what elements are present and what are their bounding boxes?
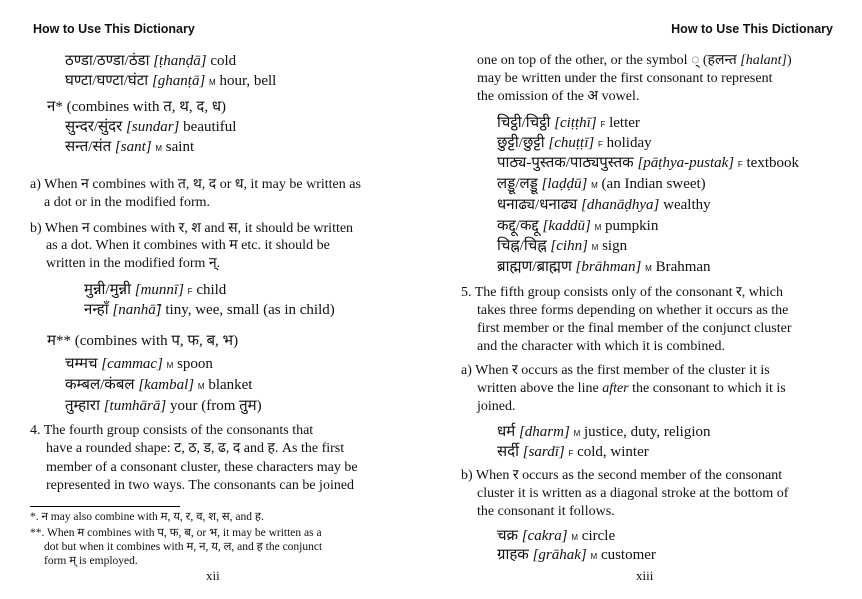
running-header: How to Use This Dictionary (33, 22, 195, 36)
footnote-rule (30, 506, 180, 507)
footnote: *. न may also combine with म, य, र, व, श, स, and ह. (30, 511, 264, 523)
example-line: धर्म [dharm] M justice, duty, religion (497, 424, 711, 440)
text-line: written in the modified form न्. (46, 256, 221, 271)
example-line: पाठ्य-पुस्तक/पाठ्यपुस्तक [pāṭhya-pustak] F textbook (497, 155, 800, 171)
right-page (431, 0, 862, 599)
subhead-line: म** (combines with प, फ, ब, भ) (47, 333, 239, 349)
example-line: कम्बल/कंबल [kambal] M blanket (65, 377, 253, 393)
example-line: धनाढ्य/धनाढ्य [dhanāḍhya] wealthy (497, 197, 711, 213)
example-line: सर्दी [sardī] F cold, winter (497, 444, 649, 460)
text-line: first member or the final member of the conjunct cluster (477, 321, 792, 336)
example-line: नन्हाँ [nanhā̃] tiny, wee, small (as in child) (84, 302, 335, 318)
text-line: and the character with which it is combined. (477, 339, 726, 354)
text-line: the consonant it follows. (477, 504, 615, 519)
text-line: joined. (477, 399, 516, 414)
example-line: ब्राह्मण/ब्राह्मण [brāhman] M Brahman (497, 259, 711, 275)
example-line: ठण्डा/ठण्डा/ठंडा [ṭhanḍā] cold (65, 53, 237, 69)
example-line: सुन्दर/सुंदर [sundar] beautiful (65, 119, 237, 135)
example-line: कद्दू/कद्दू [kaddū] M pumpkin (497, 218, 659, 234)
example-line: तुम्हारा [tumhārā] your (from तुम) (65, 398, 262, 414)
text-line: cluster it is written as a diagonal stroke at the bottom of (477, 486, 789, 501)
example-line: घण्टा/घण्टा/घंटा [ghanṭā] M hour, bell (65, 73, 277, 89)
text-line: as a dot. When it combines with म etc. it should be (46, 238, 330, 253)
example-line: मुन्नी/मुन्नी [munnī] F child (84, 282, 227, 298)
page-number: xii (206, 568, 220, 583)
text-line: a) When न combines with त, थ, द or ध, it may be written as (30, 177, 361, 192)
example-line: चम्मच [cammac] M spoon (65, 356, 213, 372)
text-line: member of a consonant cluster, these characters may be (46, 460, 358, 475)
example-line: चक्र [cakra] M circle (497, 528, 616, 544)
example-line: चिह्न/चिह्न [cihn] M sign (497, 238, 628, 254)
example-line: चिट्ठी/चिट्ठी [ciṭṭhī] F letter (497, 115, 640, 131)
text-line: b) When र occurs as the second member of the consonant (461, 468, 783, 483)
footnote: form म् is employed. (44, 555, 138, 567)
text-line: b) When न combines with र, श and स, it should be written (30, 221, 354, 236)
example-line: ग्राहक [grāhak] M customer (497, 547, 656, 563)
text-line: one on top of the other, or the symbol ् (हलन्त [halant]) (477, 53, 792, 68)
footnote: **. When म combines with प, फ, ब, or भ, it may be written as a (30, 527, 322, 539)
text-line: 5. The fifth group consists only of the consonant र, which (461, 285, 783, 300)
text-line: takes three forms depending on whether it occurs as the (477, 303, 789, 318)
example-line: लड्डू/लड्डू [laḍḍū] M (an Indian sweet) (497, 176, 706, 192)
running-header: How to Use This Dictionary (671, 22, 833, 36)
subhead-line: न* (combines with त, थ, द, ध) (47, 99, 227, 115)
text-line: have a rounded shape: ट, ठ, ड, ढ, द and ह. As the first (46, 441, 345, 456)
page-number: xiii (636, 568, 654, 583)
text-line: a) When र occurs as the first member of the cluster it is (461, 363, 770, 378)
text-line: represented in two ways. The consonants can be joined (46, 478, 355, 493)
text-line: 4. The fourth group consists of the consonants that (30, 423, 314, 438)
text-line: written above the line after the consonant to which it is (477, 381, 786, 396)
example-line: सन्त/संत [sant] M saint (65, 139, 195, 155)
text-line: may be written under the first consonant to represent (477, 71, 773, 86)
footnote: dot but when it combines with म, न, य, ल, and ह the conjunct (44, 541, 323, 553)
text-line: a dot or in the modified form. (44, 195, 211, 210)
text-line: the omission of the अ vowel. (477, 89, 640, 104)
example-line: छुट्टी/छुट्टी [chuṭṭī] F holiday (497, 135, 652, 151)
